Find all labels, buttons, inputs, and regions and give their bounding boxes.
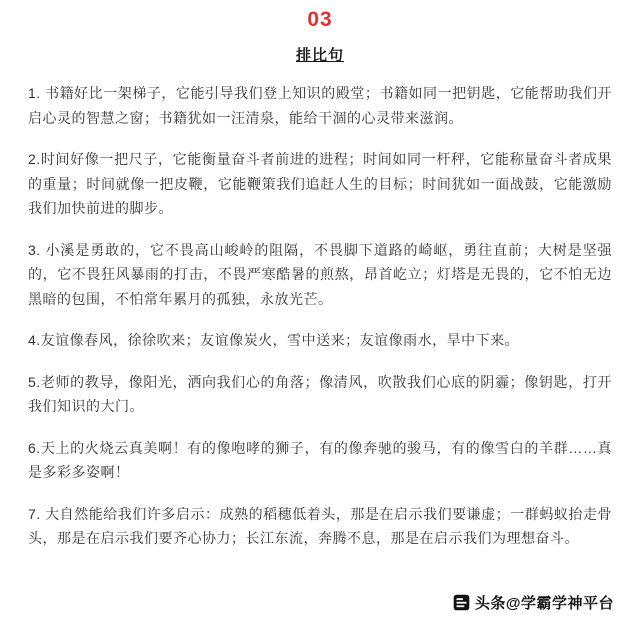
watermark-text: 头条@学霸学神平台	[474, 595, 614, 612]
document-body	[0, 65, 640, 551]
paragraph-7: 7. 大自然能给我们许多启示：成熟的稻穗低着头，那是在启示我们要谦虚；一群蚂蚁抬走骨头，那是在启示我们要齐心协力；长江东流，奔腾不息，那是在启示我们为理想奋斗。	[28, 505, 612, 546]
paragraph-5: 5.老师的教导，像阳光，洒向我们心的角落；像清风，吹散我们心底的阴霾；像钥匙，打开我们知识的大门。	[28, 373, 612, 414]
page-title: 排比句	[295, 47, 344, 64]
paragraph-4: 4.友谊像春风，徐徐吹来；友谊像炭火，雪中送来；友谊像雨水，旱中下来。	[28, 332, 520, 348]
paragraph-2: 2.时间好像一把尺子，它能衡量奋斗者前进的进程；时间如同一杆秤，它能称量奋斗者成果的重量；时间就像一把皮鞭，它能鞭策我们追赶人生的目标；时间犹如一面战鼓，它能激励我们加快前进的脚步。	[28, 151, 612, 216]
paragraph-3: 3. 小溪是勇敢的，它不畏高山峻岭的阻隔，不畏脚下道路的崎岖，勇往直前；大树是坚强的，它不畏狂风暴雨的打击，不畏严寒酷暑的煎熬，昂首屹立；灯塔是无畏的，它不怕无边黑暗的包围，不怕常年累月的孤独，永放光芒。	[28, 241, 612, 307]
lesson-number: 03	[307, 8, 333, 31]
paragraph-1: 1. 书籍好比一架梯子，它能引导我们登上知识的殿堂；书籍如同一把钥匙，它能帮助我们开启心灵的智慧之窗；书籍犹如一汪清泉，能给干涸的心灵带来滋润。	[28, 85, 612, 126]
paragraph-6: 6.天上的火烧云真美啊！有的像咆哮的狮子，有的像奔驰的骏马，有的像雪白的羊群……真是多彩多姿啊！	[28, 439, 612, 480]
watermark	[453, 592, 614, 613]
toutiao-logo-icon	[453, 594, 470, 611]
